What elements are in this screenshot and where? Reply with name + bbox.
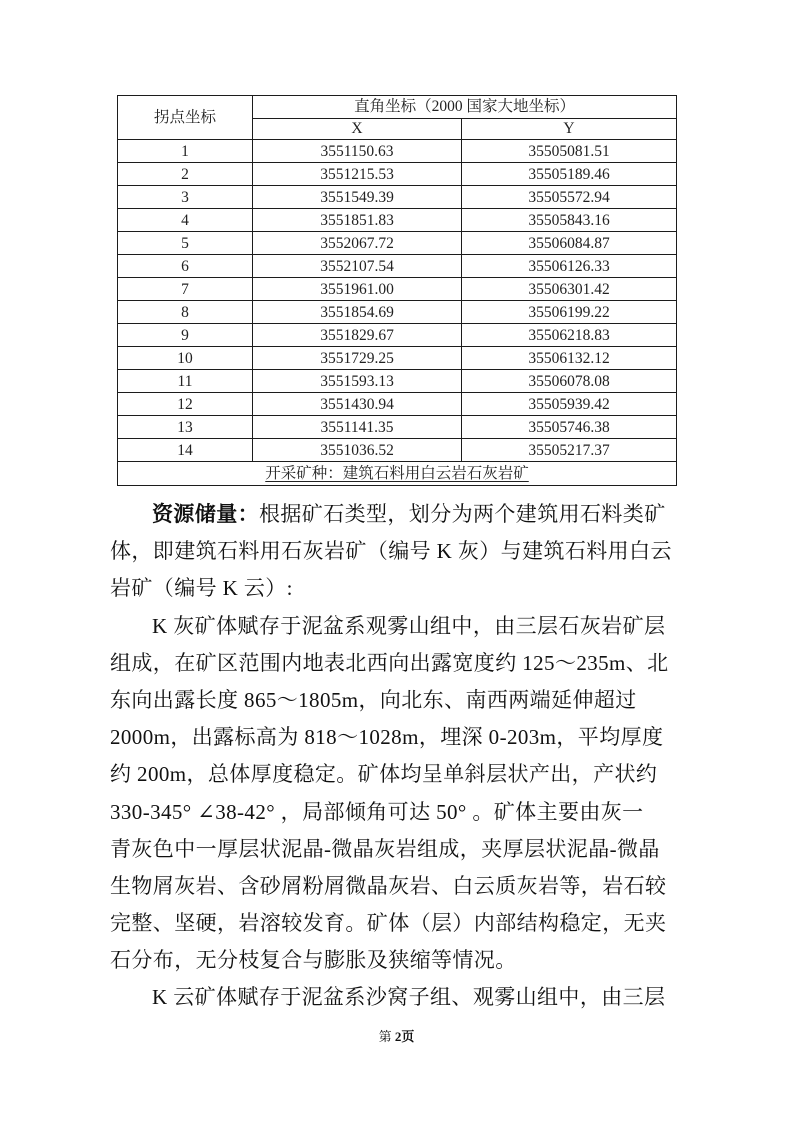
x-value-cell: 3551141.35	[253, 416, 462, 439]
text-segment: 体，即建筑石料用石灰岩矿（编号 K 灰）与建筑石料用白云	[110, 539, 672, 564]
corner-point-cell: 10	[118, 347, 253, 370]
body-text-line	[110, 756, 688, 793]
text-segment: 组成，在矿区范围内地表北西向出露宽度约 125～235m、北	[110, 650, 669, 675]
body-text	[110, 496, 688, 1017]
table-row	[118, 255, 677, 278]
mining-type-note: 开采矿种：建筑石料用白云岩石灰岩矿	[265, 465, 529, 482]
x-value-cell: 3551729.25	[253, 347, 462, 370]
corner-point-cell: 11	[118, 370, 253, 393]
y-value-cell: 35505746.38	[462, 416, 677, 439]
body-text-line	[110, 979, 688, 1016]
text-segment: 东向出露长度 865～1805m，向北东、南西两端延伸超过	[110, 687, 637, 712]
corner-point-cell: 13	[118, 416, 253, 439]
corner-points-header: 拐点坐标	[118, 96, 253, 140]
bold-text-segment: 资源储量：	[152, 502, 259, 526]
body-text-line	[110, 682, 688, 719]
y-value-cell: 35505939.42	[462, 393, 677, 416]
table-row	[118, 393, 677, 416]
page-number-prefix: 第	[378, 1029, 395, 1044]
body-text-line	[110, 905, 688, 942]
x-value-cell: 3551036.52	[253, 439, 462, 462]
text-segment: 2000m，出露标高为 818～1028m，埋深 0-203m，平均厚度	[110, 725, 664, 750]
text-segment: 青灰色中一厚层状泥晶-微晶灰岩组成，夹厚层状泥晶-微晶	[110, 836, 660, 861]
body-text-line	[110, 942, 688, 979]
corner-point-cell: 5	[118, 232, 253, 255]
x-value-cell: 3552107.54	[253, 255, 462, 278]
body-text-line	[110, 719, 688, 756]
y-value-cell: 35506126.33	[462, 255, 677, 278]
x-value-cell: 3552067.72	[253, 232, 462, 255]
table-row	[118, 347, 677, 370]
y-value-cell: 35506218.83	[462, 324, 677, 347]
corner-point-cell: 12	[118, 393, 253, 416]
y-value-cell: 35505081.51	[462, 140, 677, 163]
body-text-line	[110, 533, 688, 570]
corner-point-cell: 3	[118, 186, 253, 209]
corner-point-cell: 14	[118, 439, 253, 462]
y-column-header: Y	[462, 119, 677, 140]
x-value-cell: 3551829.67	[253, 324, 462, 347]
body-text-line	[110, 496, 688, 533]
y-value-cell: 35505189.46	[462, 163, 677, 186]
text-segment: K 灰矿体赋存于泥盆系观雾山组中，由三层石灰岩矿层	[152, 613, 666, 638]
table-row	[118, 140, 677, 163]
y-value-cell: 35506084.87	[462, 232, 677, 255]
corner-point-cell: 6	[118, 255, 253, 278]
y-value-cell: 35506132.12	[462, 347, 677, 370]
table-row	[118, 370, 677, 393]
corner-point-cell: 1	[118, 140, 253, 163]
text-segment: 330-345° ∠38-42° ，局部倾角可达 50° 。矿体主要由灰一	[110, 799, 644, 824]
text-segment: 岩矿（编号 K 云）:	[110, 576, 293, 601]
x-value-cell: 3551854.69	[253, 301, 462, 324]
y-value-cell: 35506301.42	[462, 278, 677, 301]
table-row	[118, 324, 677, 347]
body-text-line	[110, 608, 688, 645]
text-segment: 约 200m，总体厚度稳定。矿体均呈单斜层状产出，产状约	[110, 762, 658, 787]
y-value-cell: 35506199.22	[462, 301, 677, 324]
text-segment: 石分布，无分枝复合与膨胀及狭缩等情况。	[110, 948, 517, 973]
coordinate-system-header: 直角坐标（2000 国家大地坐标）	[253, 96, 677, 119]
table-row	[118, 439, 677, 462]
y-value-cell: 35505217.37	[462, 439, 677, 462]
page-number	[0, 1026, 793, 1045]
corner-point-cell: 7	[118, 278, 253, 301]
y-value-cell: 35505843.16	[462, 209, 677, 232]
corner-point-cell: 2	[118, 163, 253, 186]
table-row	[118, 163, 677, 186]
table-row	[118, 209, 677, 232]
body-text-line	[110, 794, 688, 831]
table-row	[118, 301, 677, 324]
table-row	[118, 278, 677, 301]
y-value-cell: 35505572.94	[462, 186, 677, 209]
table-row	[118, 186, 677, 209]
x-value-cell: 3551215.53	[253, 163, 462, 186]
text-segment: 根据矿石类型，划分为两个建筑用石料类矿	[259, 502, 666, 526]
body-text-line	[110, 645, 688, 682]
table-row	[118, 232, 677, 255]
page-number-value: 2页	[394, 1029, 415, 1044]
body-text-line	[110, 831, 688, 868]
x-column-header: X	[253, 119, 462, 140]
corner-point-cell: 4	[118, 209, 253, 232]
text-segment: 生物屑灰岩、含砂屑粉屑微晶灰岩、白云质灰岩等，岩石较	[110, 873, 667, 898]
body-text-line	[110, 570, 688, 607]
x-value-cell: 3551593.13	[253, 370, 462, 393]
x-value-cell: 3551430.94	[253, 393, 462, 416]
table-row	[118, 416, 677, 439]
y-value-cell: 35506078.08	[462, 370, 677, 393]
x-value-cell: 3551851.83	[253, 209, 462, 232]
x-value-cell: 3551961.00	[253, 278, 462, 301]
table-footer-cell	[118, 462, 677, 486]
corner-point-cell: 8	[118, 301, 253, 324]
x-value-cell: 3551150.63	[253, 140, 462, 163]
text-segment: 完整、坚硬，岩溶较发育。矿体（层）内部结构稳定，无夹	[110, 911, 667, 936]
text-segment: K 云矿体赋存于泥盆系沙窝子组、观雾山组中，由三层	[152, 985, 666, 1010]
corner-point-cell: 9	[118, 324, 253, 347]
body-text-line	[110, 868, 688, 905]
corner-coordinates-table	[117, 95, 677, 486]
x-value-cell: 3551549.39	[253, 186, 462, 209]
